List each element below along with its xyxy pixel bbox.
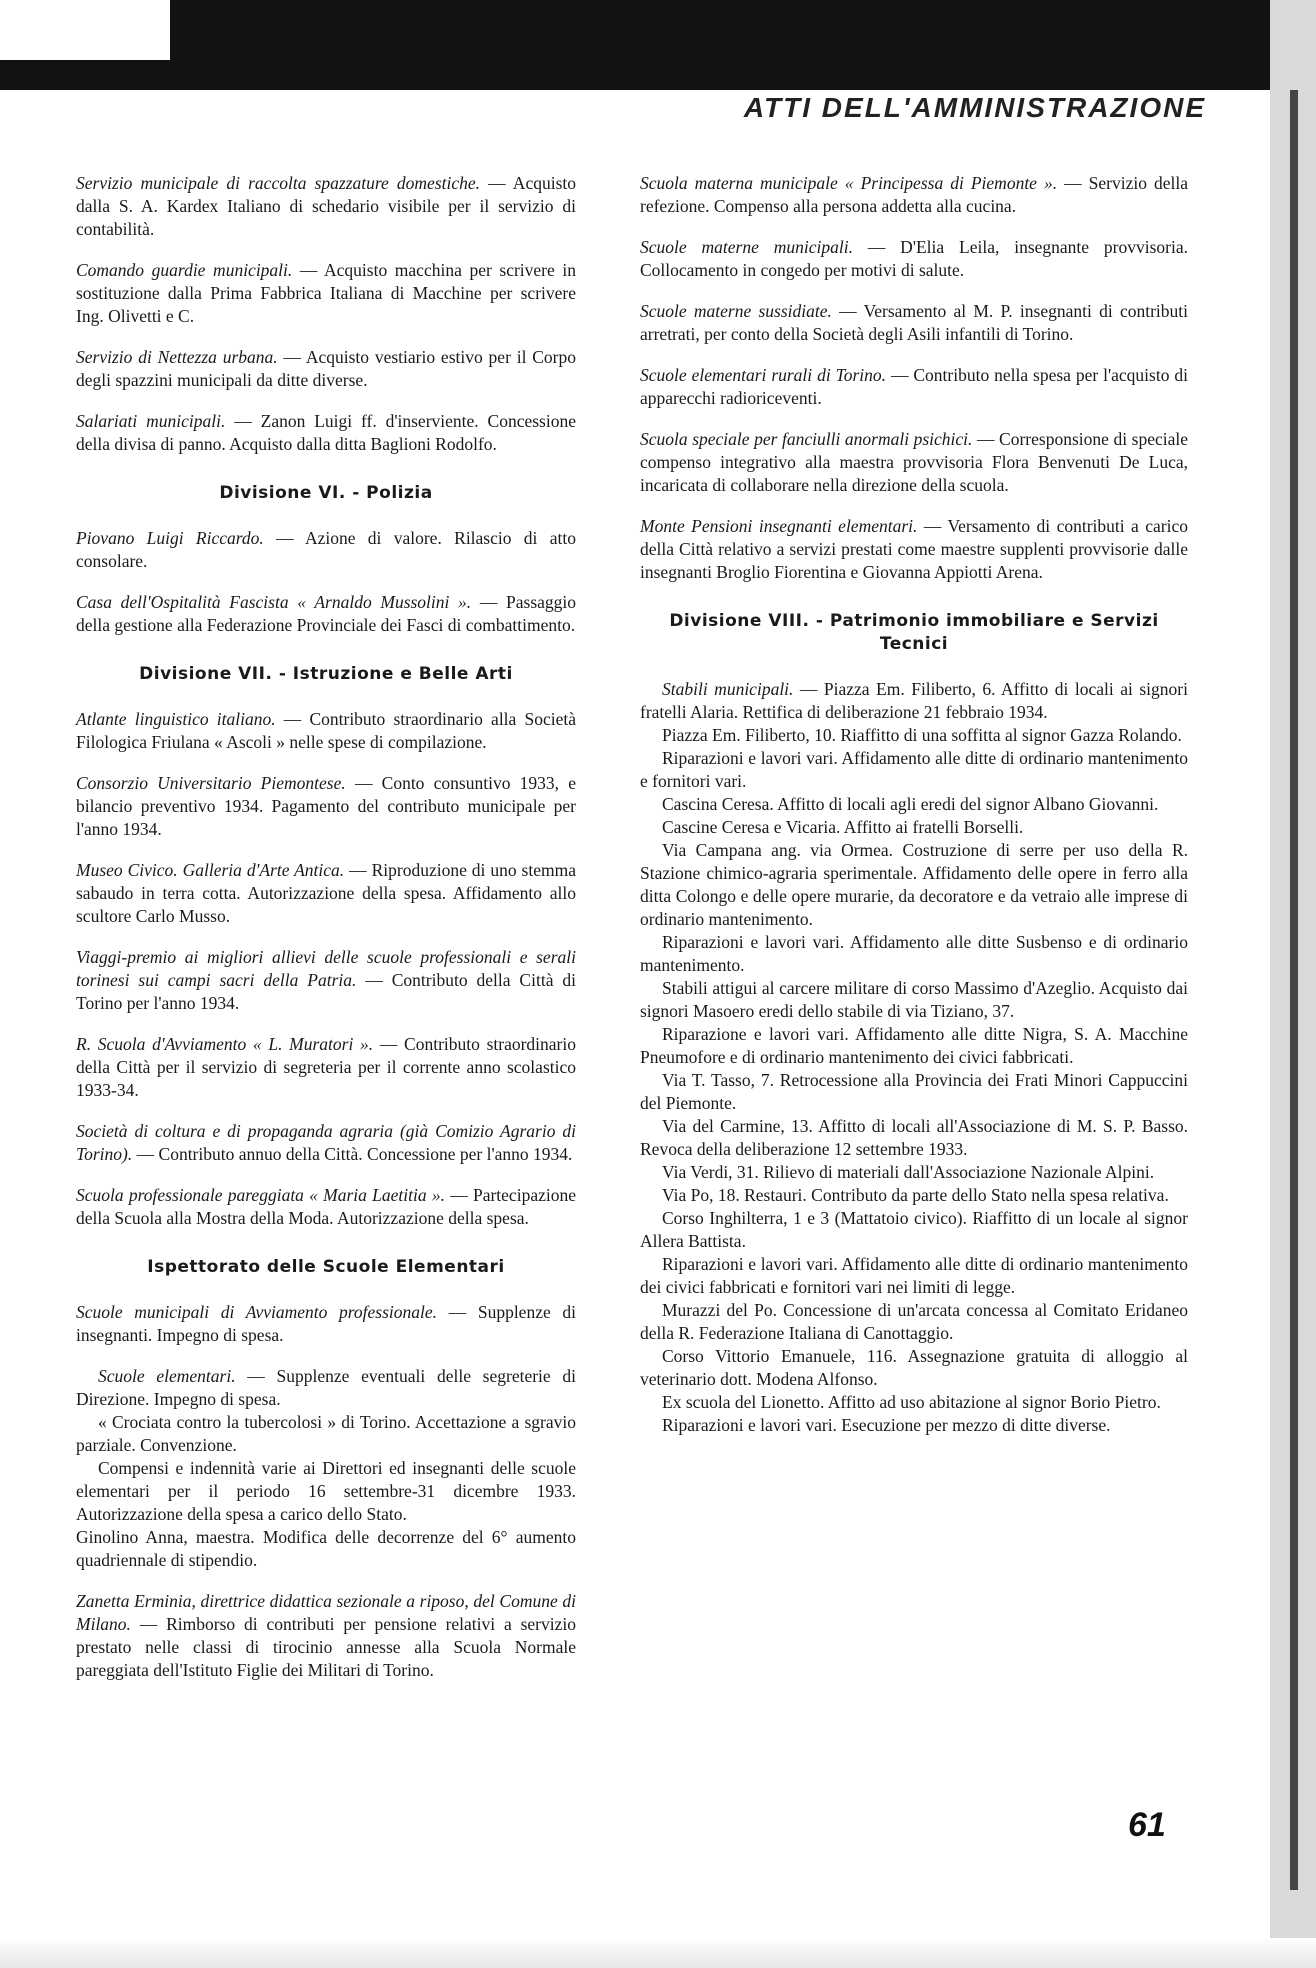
entry-paragraph bbox=[640, 724, 1188, 747]
entry-paragraph bbox=[640, 1345, 1188, 1391]
entry-title: Scuole materne municipali. bbox=[640, 237, 853, 257]
entry-text: Riparazioni e lavori vari. Affidamento alle ditte di ordinario mantenimento e fornitori vari. bbox=[640, 748, 1188, 791]
entry-paragraph bbox=[640, 1253, 1188, 1299]
entry-text: — Piazza Em. Filiberto, 6. Affitto di locali ai signori fratelli Alaria. Rettifica di deliberazione 21 febbraio 1934. bbox=[640, 679, 1188, 722]
entry-paragraph bbox=[640, 1207, 1188, 1253]
entry-title: Servizio municipale di raccolta spazzature domestiche. bbox=[76, 173, 481, 193]
entry-paragraph bbox=[76, 591, 576, 637]
entry-paragraph bbox=[640, 747, 1188, 793]
entry-paragraph bbox=[640, 839, 1188, 931]
entry-paragraph bbox=[76, 527, 576, 573]
entry-text: — Conto consuntivo 1933, e bilancio preventivo 1934. Pagamento del contributo municipale per l'anno 1934. bbox=[76, 773, 577, 839]
entry-text: Piazza Em. Filiberto, 10. Riaffitto di una soffitta al signor Gazza Rolando. bbox=[662, 725, 1182, 745]
entry-paragraph bbox=[76, 410, 576, 456]
entry-text: — Rimborso di contributi per pensione relativi a servizio prestato nelle classi di tirocinio annesse alla Scuola Normale pareggiata dell'Istituto Figlie dei Militari di Torino. bbox=[76, 1614, 576, 1680]
entry-paragraph bbox=[76, 259, 576, 328]
entry-title: Scuola materna municipale « Principessa di Piemonte ». bbox=[640, 173, 1058, 193]
entry-title: Stabili municipali. bbox=[662, 679, 794, 699]
entry-text: — Riproduzione di uno stemma sabaudo in terra cotta. Autorizzazione della spesa. Affidamento allo scultore Carlo Musso. bbox=[76, 860, 576, 926]
entry-paragraph bbox=[640, 364, 1188, 410]
entry-text: — Contributo nella spesa per l'acquisto di apparecchi radioriceventi. bbox=[640, 365, 1188, 408]
entry-text: Via Verdi, 31. Rilievo di materiali dall'Associazione Nazionale Alpini. bbox=[662, 1162, 1155, 1182]
entry-paragraph bbox=[640, 1161, 1188, 1184]
entry-title: Scuole elementari rurali di Torino. bbox=[640, 365, 887, 385]
entry-text: Cascine Ceresa e Vicaria. Affitto ai fratelli Borselli. bbox=[662, 817, 1024, 837]
entry-title: Scuola speciale per fanciulli anormali psichici. bbox=[640, 429, 973, 449]
entry-text: — Contributo annuo della Città. Concessione per l'anno 1934. bbox=[132, 1144, 573, 1164]
section-heading: Ispettorato delle Scuole Elementari bbox=[147, 1257, 505, 1277]
entry-title: Comando guardie municipali. bbox=[76, 260, 293, 280]
entry-text: Murazzi del Po. Concessione di un'arcata concessa al Comitato Eridaneo della R. Federazione Italiana di Canottaggio. bbox=[640, 1300, 1188, 1343]
scan-binding-shadow bbox=[1290, 90, 1298, 1890]
entry-paragraph bbox=[76, 1365, 576, 1411]
entry-text: — D'Elia Leila, insegnante provvisoria. Collocamento in congedo per motivi di salute. bbox=[640, 237, 1188, 280]
entry-paragraph bbox=[76, 346, 576, 392]
entry-title: Viaggi-premio ai migliori allievi delle scuole professionali e serali torinesi sui campi sacri della Patria. bbox=[76, 947, 576, 990]
entry-text: Riparazioni e lavori vari. Esecuzione per mezzo di ditte diverse. bbox=[662, 1415, 1111, 1435]
entry-text: — Acquisto macchina per scrivere in sostituzione dalla Prima Fabbrica Italiana di Macchine per scrivere Ing. Olivetti e C. bbox=[76, 260, 576, 326]
entry-title: Scuole municipali di Avviamento professionale. bbox=[76, 1302, 438, 1322]
left-column bbox=[76, 172, 576, 1700]
entry-title: Monte Pensioni insegnanti elementari. bbox=[640, 516, 918, 536]
entry-paragraph bbox=[640, 300, 1188, 346]
entry-paragraph bbox=[76, 946, 576, 1015]
entry-text: — Partecipazione della Scuola alla Mostra della Moda. Autorizzazione della spesa. bbox=[76, 1185, 576, 1228]
entry-paragraph bbox=[76, 772, 576, 841]
entry-text: — Versamento al M. P. insegnanti di contributi arretrati, per conto della Società degli Asili infantili di Torino. bbox=[640, 301, 1188, 344]
entry-text: — Zanon Luigi ff. d'inserviente. Concessione della divisa di panno. Acquisto dalla ditta Baglioni Rodolfo. bbox=[76, 411, 576, 454]
entry-paragraph bbox=[640, 1299, 1188, 1345]
entry-paragraph bbox=[640, 1115, 1188, 1161]
entry-paragraph bbox=[76, 1033, 576, 1102]
entry-text: « Crociata contro la tubercolosi » di Torino. Accettazione a sgravio parziale. Convenzione. bbox=[76, 1412, 576, 1455]
entry-text: — Azione di valore. Rilascio di atto consolare. bbox=[76, 528, 576, 571]
entry-paragraph bbox=[76, 708, 576, 754]
scan-top-border bbox=[0, 0, 1316, 90]
entry-title: R. Scuola d'Avviamento « L. Muratori ». bbox=[76, 1034, 374, 1054]
entry-paragraph bbox=[640, 515, 1188, 584]
entry-paragraph bbox=[640, 236, 1188, 282]
entry-title: Zanetta Erminia, direttrice didattica sezionale a riposo, del Comune di Milano. bbox=[76, 1591, 576, 1634]
entry-text: Compensi e indennità varie ai Direttori ed insegnanti delle scuole elementari per il periodo 16 settembre-31 dicembre 1933. Autorizzazione della spesa a carico dello Stato. bbox=[76, 1458, 576, 1524]
entry-text: Corso Vittorio Emanuele, 116. Assegnazione gratuita di alloggio al veterinario dott. Modena Alfonso. bbox=[640, 1346, 1188, 1389]
entry-text: — Supplenze di insegnanti. Impegno di spesa. bbox=[76, 1302, 576, 1345]
entry-text: Riparazione e lavori vari. Affidamento alle ditte Nigra, S. A. Macchine Pneumofore e di ordinario mantenimento dei civici fabbricati. bbox=[640, 1024, 1188, 1067]
entry-paragraph bbox=[640, 1069, 1188, 1115]
entry-paragraph bbox=[640, 1391, 1188, 1414]
entry-paragraph bbox=[640, 931, 1188, 977]
section-heading: Divisione VII. - Istruzione e Belle Arti bbox=[139, 664, 513, 684]
entry-text: Via T. Tasso, 7. Retrocessione alla Provincia dei Frati Minori Cappuccini del Piemonte. bbox=[640, 1070, 1188, 1113]
entry-text: — Versamento di contributi a carico della Città relativo a servizi prestati come maestre supplenti provvisorie dalle insegnanti Broglio Fiorentina e Giovanna Appiotti Arena. bbox=[640, 516, 1189, 582]
entry-title: Museo Civico. Galleria d'Arte Antica. bbox=[76, 860, 345, 880]
entry-title: Consorzio Universitario Piemontese. bbox=[76, 773, 346, 793]
entry-paragraph bbox=[640, 1023, 1188, 1069]
entry-text: Riparazioni e lavori vari. Affidamento alle ditte Susbenso e di ordinario mantenimento. bbox=[640, 932, 1188, 975]
section-heading: Divisione VIII. - Patrimonio immobiliare e Servizi Tecnici bbox=[669, 611, 1159, 654]
entry-paragraph bbox=[640, 1184, 1188, 1207]
entry-paragraph bbox=[640, 678, 1188, 724]
right-column bbox=[640, 172, 1188, 1437]
entry-paragraph bbox=[76, 1411, 576, 1457]
entry-title: Scuole elementari. bbox=[98, 1366, 236, 1386]
entry-title: Atlante linguistico italiano. bbox=[76, 709, 276, 729]
entry-title: Piovano Luigi Riccardo. bbox=[76, 528, 264, 548]
entry-text: Riparazioni e lavori vari. Affidamento alle ditte di ordinario mantenimento dei civici fabbricati e fornitori vari nei limiti di legge. bbox=[640, 1254, 1188, 1297]
entry-text: Via Po, 18. Restauri. Contributo da parte dello Stato nella spesa relativa. bbox=[662, 1185, 1169, 1205]
entry-text: Ex scuola del Lionetto. Affitto ad uso abitazione al signor Borio Pietro. bbox=[662, 1392, 1161, 1412]
entry-text: Via Campana ang. via Ormea. Costruzione di serre per uso della R. Stazione chimico-agraria sperimentale. Affidamento delle opere in ferro alla ditta Colongo e delle opere murarie, da decoratore e da vetraio alle imprese di ordinario mantenimento. bbox=[640, 840, 1188, 929]
entry-text: — Supplenze eventuali delle segreterie di Direzione. Impegno di spesa. bbox=[76, 1366, 577, 1409]
entry-text: — Corresponsione di speciale compenso integrativo alla maestra provvisoria Flora Benvenuti De Luca, incaricata di collaborare nella direzione della scuola. bbox=[640, 429, 1188, 495]
entry-paragraph bbox=[76, 1120, 576, 1166]
entry-text: — Contributo straordinario alla Società Filologica Friulana « Ascoli » nelle spese di compilazione. bbox=[76, 709, 576, 752]
entry-text: — Acquisto vestiario estivo per il Corpo degli spazzini municipali da ditte diverse. bbox=[76, 347, 577, 390]
entry-text: — Contributo straordinario della Città per il servizio di segreteria per il corrente anno scolastico 1933-34. bbox=[76, 1034, 576, 1100]
entry-paragraph bbox=[640, 793, 1188, 816]
entry-title: Scuola professionale pareggiata « Maria Laetitia ». bbox=[76, 1185, 445, 1205]
entry-paragraph bbox=[640, 816, 1188, 839]
entry-paragraph bbox=[640, 977, 1188, 1023]
entry-paragraph bbox=[76, 1184, 576, 1230]
running-header: ATTI DELL'AMMINISTRAZIONE bbox=[743, 92, 1206, 123]
page-number: 61 bbox=[1128, 1806, 1166, 1844]
entry-paragraph bbox=[76, 172, 576, 241]
entry-text: — Contributo della Città di Torino per l'anno 1934. bbox=[76, 970, 576, 1013]
entry-paragraph bbox=[76, 1590, 576, 1682]
entry-paragraph bbox=[76, 1301, 576, 1347]
entry-text: — Servizio della refezione. Compenso alla persona addetta alla cucina. bbox=[640, 173, 1188, 216]
entry-text: Ginolino Anna, maestra. Modifica delle decorrenze del 6° aumento quadriennale di stipendio. bbox=[76, 1527, 576, 1570]
entry-text: — Passaggio della gestione alla Federazione Provinciale dei Fasci di combattimento. bbox=[76, 592, 577, 635]
entry-paragraph bbox=[640, 172, 1188, 218]
entry-title: Scuole materne sussidiate. bbox=[640, 301, 832, 321]
scan-top-left-margin bbox=[0, 0, 170, 60]
entry-paragraph bbox=[76, 859, 576, 928]
section-heading: Divisione VI. - Polizia bbox=[219, 483, 433, 503]
entry-paragraph bbox=[76, 1457, 576, 1526]
entry-title: Società di coltura e di propaganda agraria (già Comizio Agrario di Torino). bbox=[76, 1121, 576, 1164]
entry-paragraph bbox=[640, 1414, 1188, 1437]
entry-paragraph bbox=[76, 1526, 576, 1572]
entry-text: Via del Carmine, 13. Affitto di locali all'Associazione di M. S. P. Basso. Revoca della deliberazione 12 settembre 1933. bbox=[640, 1116, 1188, 1159]
entry-text: Stabili attigui al carcere militare di corso Massimo d'Azeglio. Acquisto dai signori Masoero eredi dello stabile di via Tiziano, 37. bbox=[640, 978, 1188, 1021]
entry-paragraph bbox=[640, 428, 1188, 497]
entry-title: Servizio di Nettezza urbana. bbox=[76, 347, 278, 367]
entry-text: Corso Inghilterra, 1 e 3 (Mattatoio civico). Riaffitto di un locale al signor Allera Battista. bbox=[640, 1208, 1188, 1251]
scan-bottom-edge bbox=[0, 1938, 1316, 1968]
entry-title: Casa dell'Ospitalità Fascista « Arnaldo Mussolini ». bbox=[76, 592, 472, 612]
entry-text: Cascina Ceresa. Affitto di locali agli eredi del signor Albano Giovanni. bbox=[662, 794, 1159, 814]
entry-title: Salariati municipali. bbox=[76, 411, 226, 431]
entry-text: — Acquisto dalla S. A. Kardex Italiano di schedario visibile per il servizio di contabilità. bbox=[76, 173, 576, 239]
